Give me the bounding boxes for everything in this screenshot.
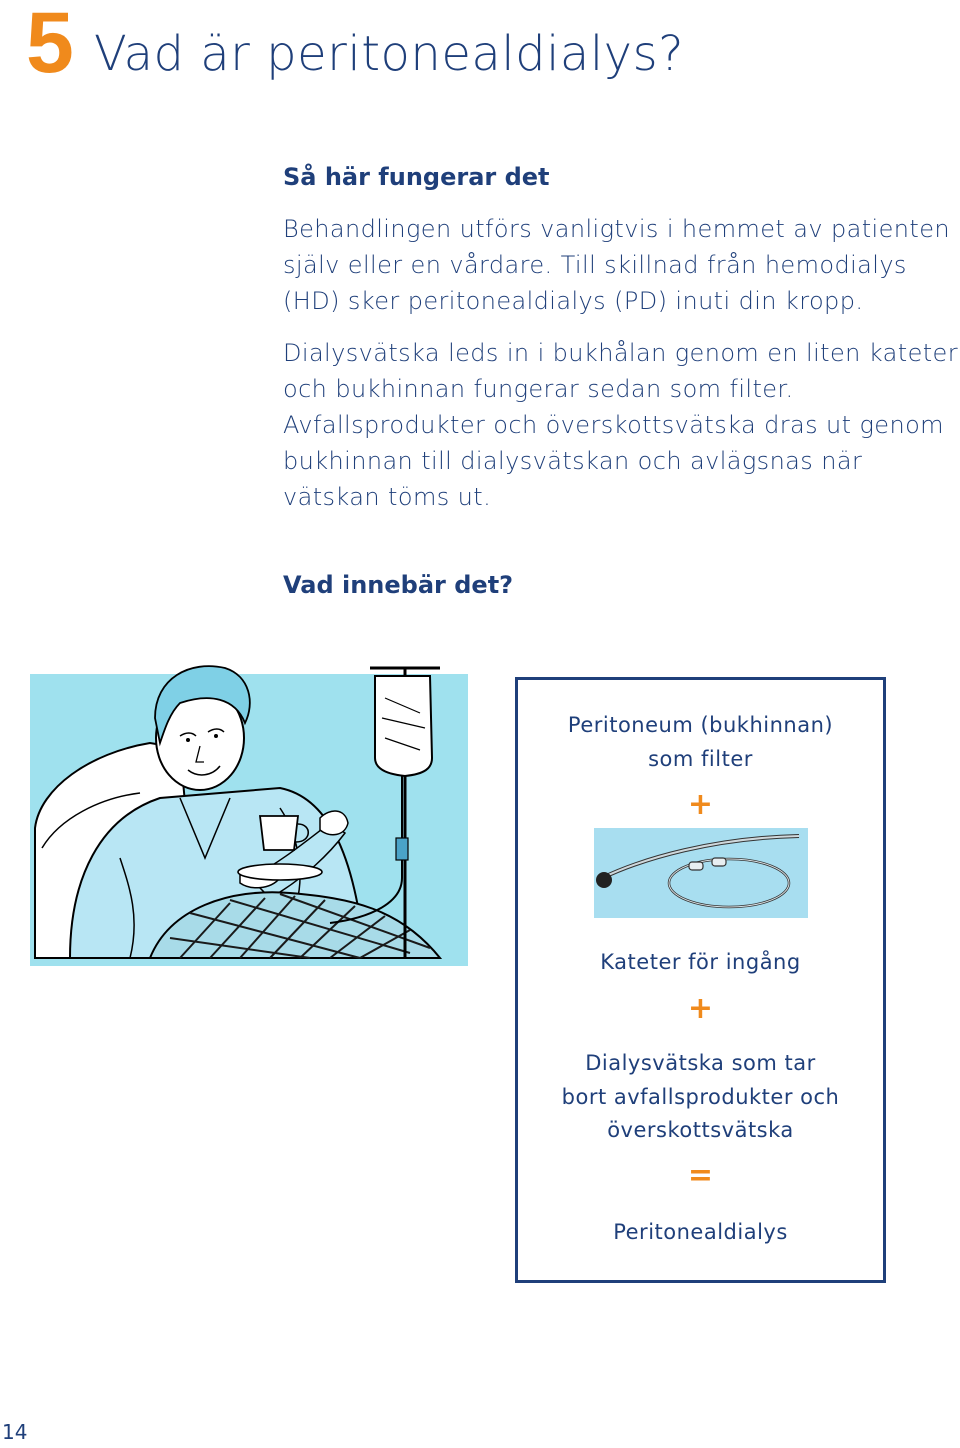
- chapter-number: 5: [26, 0, 74, 91]
- section-heading-how-it-works: Så här fungerar det: [283, 163, 550, 191]
- patient-illustration: [30, 658, 475, 974]
- plus-sign-2: +: [687, 991, 714, 1026]
- plus-sign-1: +: [687, 787, 714, 822]
- equals-sign: =: [687, 1158, 714, 1193]
- page-title: Vad är peritonealdialys?: [94, 26, 685, 82]
- page-number: 14: [2, 1420, 28, 1444]
- section-heading-what-it-means: Vad innebär det?: [283, 571, 514, 599]
- equation-box: [515, 677, 886, 1283]
- catheter-image: [594, 828, 808, 922]
- fluid-label-line3: överskottsvätska: [607, 1118, 794, 1142]
- filter-label-line1: Peritoneum (bukhinnan): [567, 713, 834, 737]
- catheter-label: Kateter för ingång: [600, 950, 801, 974]
- fluid-label-line2: bort avfallsprodukter och: [561, 1085, 840, 1109]
- filter-label-line2: som filter: [648, 747, 753, 771]
- result-label: Peritonealdialys: [613, 1220, 788, 1244]
- paragraph-treatment: Behandlingen utförs vanligtvis i hemmet av patienten själv eller en vårdare. Till skillnad från hemodialys (HD) sker peritonealdialys (PD) inuti din kropp.: [283, 215, 950, 315]
- paragraph-dialysis-fluid: Dialysvätska leds in i bukhålan genom en liten kateter och bukhinnan fungerar sedan som filter. Avfallsprodukter och överskottsvätska dras ut genom bukhinnan till dialysvätskan och avlägsnas när vätskan töms ut.: [283, 339, 958, 511]
- fluid-label-line1: Dialysvätska som tar: [585, 1051, 816, 1075]
